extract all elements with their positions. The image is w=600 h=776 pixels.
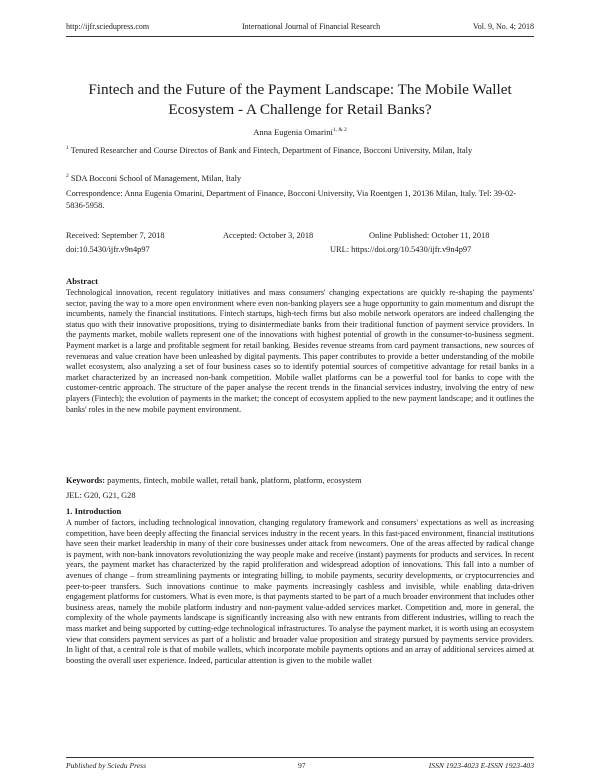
affiliation-2-mark: 2 xyxy=(66,173,69,179)
published-date: Online Published: October 11, 2018 xyxy=(369,231,490,240)
doi-url[interactable]: URL: https://doi.org/10.5430/ijfr.v9n4p97 xyxy=(330,245,472,254)
publisher: Published by Sciedu Press xyxy=(66,761,147,770)
accepted-date: Accepted: October 3, 2018 xyxy=(223,231,314,240)
affiliation-2-text: SDA Bocconi School of Management, Milan, Italy xyxy=(70,173,242,183)
affiliation-1-mark: 1 xyxy=(66,145,69,151)
jel-codes: JEL: G20, G21, G28 xyxy=(66,491,136,500)
journal-name: International Journal of Financial Research xyxy=(241,22,381,31)
intro-text: A number of factors, including technological innovation, changing regulatory framework and consumers' expectations as well as increasing competition, have been deeply affecting the financial services industry in the recent years. In this fast-paced environment, financial institutions have seen their market leadership in many of their core businesses under attack from newcomers. One of the areas affected by radical change is payment, with non-bank innovators revolutionizing the way people make and receive (instant) payments for products and services. In recent years, the payment market has characterized by the rapid proliferation and widespread adoption of innovations. This fall into a number of avenues of change – from streamlining payments or integrating billing, to mobile payments, security developments, or cryptocurrencies and peer-to-peer transfers. Such innovations continue to make payments increasingly cashless and invisible, while enabling data-driven engagement platforms for customers. What is even more, is that payments started to be part of a much broader environment that includes other business areas, namely the mobile platform industry and non-payment value-added services market. Competition and, more in general, the complexity of the whole payments landscape is significantly increasing also with new entrants from different industries, willing to reach the mass market and being supported by cutting-edge technological infrastructures. To analyse the payment market, it is worth using an ecosystem view that considers payment services as part of a holistic and broader value proposition and strategy pursued by payments service providers. In light of that, a central role is that of mobile wallets, which incorporate mobile payments options and an array of additional services aimed at boosting the overall user experience. Indeed, particular attention is given to the mobile wallet xyxy=(66,518,534,665)
author-name: Anna Eugenia Omarini xyxy=(253,127,333,137)
header-rule xyxy=(66,36,534,37)
title-line-1: Fintech and the Future of the Payment Landscape: The Mobile Wallet xyxy=(88,81,512,98)
keywords-text: payments, fintech, mobile wallet, retail bank, platform, platform, ecosystem xyxy=(107,476,362,485)
doi: doi:10.5430/ijfr.v9n4p97 xyxy=(66,245,150,254)
issn: ISSN 1923-4023 E-ISSN 1923-403 xyxy=(428,761,534,770)
correspondence: Correspondence: Anna Eugenia Omarini, Department of Finance, Bocconi University, Via Roentgen 1, 20136 Milan, Italy. Tel: 39-02-5836-5958. xyxy=(66,189,517,210)
received-date: Received: September 7, 2018 xyxy=(66,231,165,240)
affiliation-1-text: Tenured Researcher and Course Directos of Bank and Fintech, Department of Finance, Bocconi University, Milan, Italy xyxy=(70,145,473,155)
running-header xyxy=(66,22,534,31)
abstract-text: Technological innovation, recent regulatory initiatives and mass consumers' changing expectations are quickly re-shaping the payments' sector, paving the way to a more open environment where even non-banking players see a huge opportunity to gain momentum and disrupt the incumbents, namely the financial institutions. Fintech startups, high-tech firms but also mobile network operators are indeed challenging the status quo with their innovative propositions, trying to disintermediate banks from their traditional function of payment service providers. In the payments market, mobile wallets represent one of the innovations with highest potential of growth in the consumer-to-business segment. Payment market is a large and profitable segment for retail banking. Besides revenue streams from card payment transactions, new sources of revenueas and value creation have been unleashed by digital payments. This paper contributes to provide a better understanding of the mobile wallet ecosystem, also analyzing a set of four business cases so to identify potential sources of competitive advantage for retail banks in a market characterized by an increased non-bank competition. Mobile wallet platforms can be a powerful tool for banks to cope with the customer-centric approach. The structure of the paper analyse the recent trends in the financial services industry, involving the entry of new players (Fintech); the evolution of payments in the market; the concept of ecosystem applied to the new payment landscape; and it outlines the banks' roles in the new mobile payment environment. xyxy=(66,288,534,414)
title-line-2: Ecosystem - A Challenge for Retail Banks? xyxy=(168,101,432,118)
abstract-heading: Abstract xyxy=(66,276,98,286)
volume-info: Vol. 9, No. 4; 2018 xyxy=(473,22,534,31)
author-line xyxy=(66,127,534,137)
footer-rule xyxy=(66,757,534,758)
affiliation-1 xyxy=(66,143,534,156)
keywords-label: Keywords: xyxy=(66,476,106,485)
intro-heading: 1. Introduction xyxy=(66,506,122,516)
keywords xyxy=(66,476,534,485)
affiliation-2 xyxy=(66,171,534,184)
author-marks: 1, & 2 xyxy=(332,127,347,134)
journal-url[interactable]: http://ijfr.sciedupress.com xyxy=(66,22,150,31)
paper-title xyxy=(66,80,534,120)
page-number: 97 xyxy=(298,761,306,770)
